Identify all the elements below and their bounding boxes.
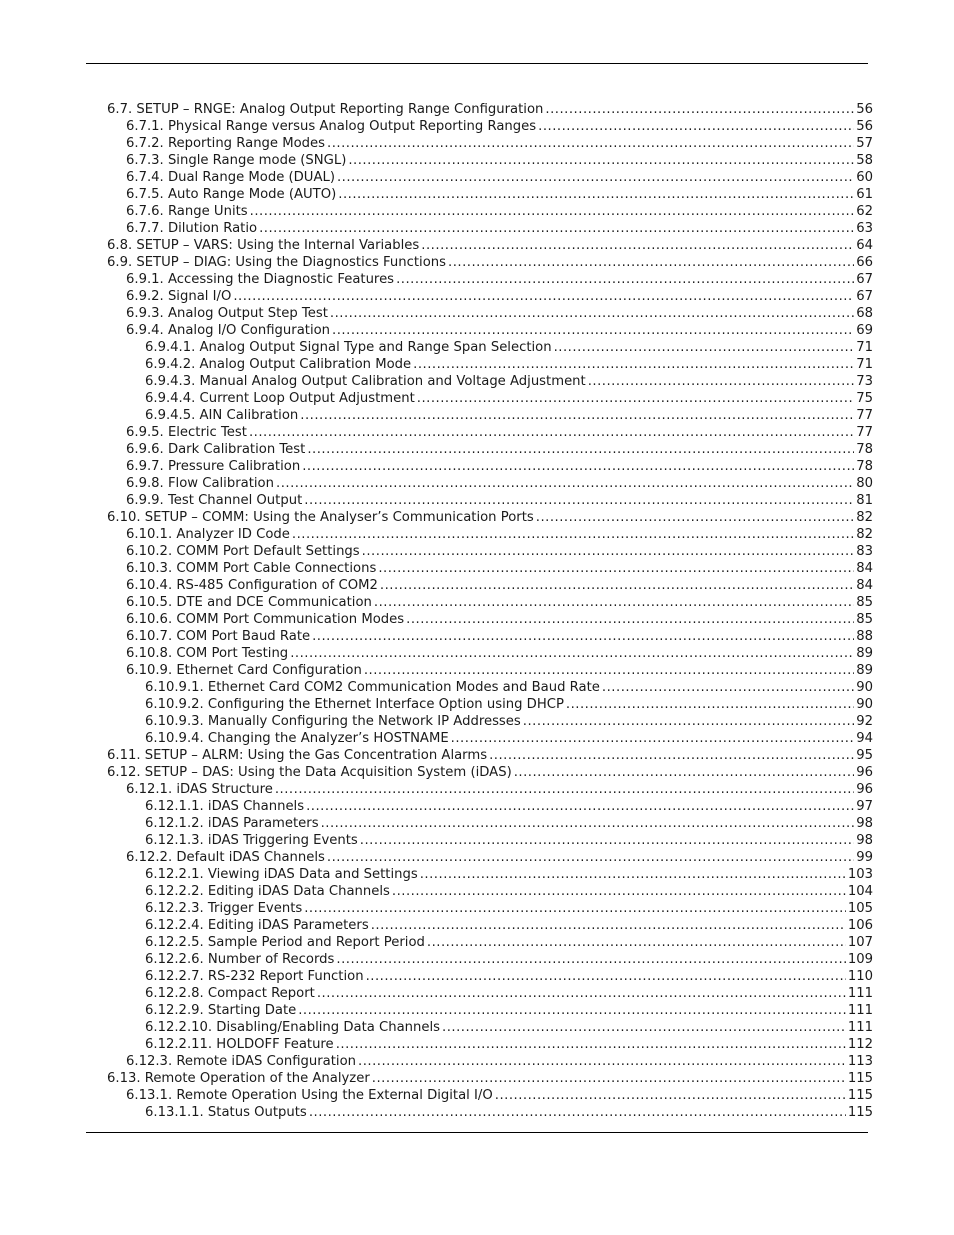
toc-dot-leader — [306, 798, 854, 815]
toc-entry-title: 6.13.1.1. Status Outputs — [145, 1105, 307, 1120]
toc-dot-leader — [514, 764, 855, 781]
toc-entry[interactable] — [0, 781, 873, 798]
toc-entry-title: 6.7. SETUP – RNGE: Analog Output Reporting Range Configuration — [107, 102, 544, 117]
toc-entry[interactable] — [0, 424, 873, 441]
toc-entry[interactable] — [0, 985, 873, 1002]
toc-entry-title: 6.10.5. DTE and DCE Communication — [126, 595, 372, 610]
toc-entry[interactable] — [0, 1019, 873, 1036]
toc-dot-leader — [259, 220, 854, 237]
toc-entry-title: 6.12.2.11. HOLDOFF Feature — [145, 1037, 334, 1052]
toc-entry-title: 6.12.2.5. Sample Period and Report Period — [145, 935, 425, 950]
toc-page-number: 84 — [856, 578, 873, 593]
toc-page-number: 64 — [856, 238, 873, 253]
toc-dot-leader — [545, 101, 854, 118]
toc-entry[interactable] — [0, 832, 873, 849]
toc-entry[interactable] — [0, 730, 873, 747]
toc-dot-leader — [233, 288, 854, 305]
toc-dot-leader — [495, 1087, 846, 1104]
toc-dot-leader — [489, 747, 854, 764]
toc-entry-title: 6.12.2.9. Starting Date — [145, 1003, 297, 1018]
toc-entry-title: 6.7.5. Auto Range Mode (AUTO) — [126, 187, 337, 202]
toc-entry-title: 6.10.9. Ethernet Card Configuration — [126, 663, 362, 678]
toc-dot-leader — [249, 424, 854, 441]
toc-page-number: 82 — [856, 510, 873, 525]
toc-dot-leader — [372, 1070, 846, 1087]
toc-page-number: 56 — [856, 119, 873, 134]
toc-dot-leader — [336, 1036, 846, 1053]
toc-entry[interactable] — [0, 543, 873, 560]
toc-entry[interactable] — [0, 1036, 873, 1053]
toc-dot-leader — [300, 407, 854, 424]
toc-dot-leader — [327, 849, 854, 866]
toc-entry[interactable] — [0, 866, 873, 883]
toc-page-number: 111 — [847, 1003, 873, 1018]
toc-entry-title: 6.7.6. Range Units — [126, 204, 248, 219]
toc-entry-title: 6.12.2.6. Number of Records — [145, 952, 335, 967]
toc-entry-title: 6.9. SETUP – DIAG: Using the Diagnostics Functions — [107, 255, 447, 270]
toc-dot-leader — [304, 900, 846, 917]
toc-entry[interactable] — [0, 951, 873, 968]
toc-entry[interactable] — [0, 900, 873, 917]
toc-page-number: 105 — [847, 901, 873, 916]
toc-page-number: 89 — [856, 663, 873, 678]
table-of-contents — [0, 101, 954, 1121]
toc-entry[interactable] — [0, 560, 873, 577]
toc-entry-title: 6.7.1. Physical Range versus Analog Output Reporting Ranges — [126, 119, 537, 134]
toc-dot-leader — [362, 543, 855, 560]
toc-dot-leader — [427, 934, 846, 951]
toc-dot-leader — [307, 441, 854, 458]
toc-entry[interactable] — [0, 237, 873, 254]
toc-entry[interactable] — [0, 1087, 873, 1104]
toc-page-number: 73 — [856, 374, 873, 389]
toc-entry[interactable] — [0, 458, 873, 475]
toc-dot-leader — [364, 662, 854, 679]
toc-entry-title: 6.9.7. Pressure Calibration — [126, 459, 301, 474]
toc-entry-title: 6.7.7. Dilution Ratio — [126, 221, 258, 236]
toc-dot-leader — [309, 1104, 846, 1121]
toc-entry[interactable] — [0, 152, 873, 169]
toc-page-number: 109 — [847, 952, 873, 967]
toc-entry[interactable] — [0, 526, 873, 543]
toc-dot-leader — [538, 118, 854, 135]
toc-entry[interactable] — [0, 934, 873, 951]
toc-dot-leader — [336, 951, 845, 968]
toc-dot-leader — [413, 356, 854, 373]
toc-entry-title: 6.9.4.4. Current Loop Output Adjustment — [145, 391, 415, 406]
toc-entry-title: 6.12.2.4. Editing iDAS Parameters — [145, 918, 369, 933]
toc-page-number: 56 — [856, 102, 873, 117]
toc-page-number: 95 — [856, 748, 873, 763]
toc-entry-title: 6.12. SETUP – DAS: Using the Data Acquisition System (iDAS) — [107, 765, 512, 780]
toc-page-number: 83 — [856, 544, 873, 559]
toc-page-number: 89 — [856, 646, 873, 661]
toc-page-number: 68 — [856, 306, 873, 321]
toc-entry-title: 6.11. SETUP – ALRM: Using the Gas Concentration Alarms — [107, 748, 488, 763]
toc-page-number: 90 — [856, 697, 873, 712]
toc-page-number: 106 — [847, 918, 873, 933]
toc-entry[interactable] — [0, 1002, 873, 1019]
toc-page-number: 85 — [856, 612, 873, 627]
toc-entry[interactable] — [0, 441, 873, 458]
toc-dot-leader — [420, 866, 846, 883]
toc-entry[interactable] — [0, 883, 873, 900]
toc-entry-title: 6.7.4. Dual Range Mode (DUAL) — [126, 170, 335, 185]
toc-dot-leader — [276, 475, 854, 492]
toc-entry-title: 6.8. SETUP – VARS: Using the Internal Variables — [107, 238, 420, 253]
toc-page-number: 111 — [847, 986, 873, 1001]
toc-entry[interactable] — [0, 288, 873, 305]
toc-page-number: 90 — [856, 680, 873, 695]
toc-dot-leader — [290, 645, 854, 662]
toc-entry-title: 6.9.4. Analog I/O Configuration — [126, 323, 331, 338]
toc-entry[interactable] — [0, 815, 873, 832]
toc-entry-title: 6.12.1. iDAS Structure — [126, 782, 273, 797]
toc-dot-leader — [298, 1002, 846, 1019]
toc-page-number: 66 — [856, 255, 873, 270]
toc-page-number: 104 — [847, 884, 873, 899]
toc-dot-leader — [536, 509, 854, 526]
toc-page-number: 80 — [856, 476, 873, 491]
toc-entry-title: 6.13.1. Remote Operation Using the External Digital I/O — [126, 1088, 493, 1103]
toc-entry-title: 6.12.2.10. Disabling/Enabling Data Channels — [145, 1020, 441, 1035]
toc-dot-leader — [588, 373, 855, 390]
toc-entry-title: 6.7.3. Single Range mode (SNGL) — [126, 153, 347, 168]
toc-entry-title: 6.10. SETUP – COMM: Using the Analyser’s Communication Ports — [107, 510, 534, 525]
toc-dot-leader — [396, 271, 854, 288]
toc-page-number: 84 — [856, 561, 873, 576]
toc-entry-title: 6.9.3. Analog Output Step Test — [126, 306, 328, 321]
toc-page-number: 111 — [847, 1020, 873, 1035]
toc-page-number: 71 — [856, 357, 873, 372]
toc-entry[interactable] — [0, 662, 873, 679]
toc-entry-title: 6.12.1.1. iDAS Channels — [145, 799, 305, 814]
toc-dot-leader — [348, 152, 854, 169]
toc-dot-leader — [417, 390, 854, 407]
toc-entry-title: 6.12.2.7. RS-232 Report Function — [145, 969, 364, 984]
toc-dot-leader — [380, 577, 854, 594]
toc-entry[interactable] — [0, 254, 873, 271]
toc-entry-title: 6.12.2.3. Trigger Events — [145, 901, 303, 916]
toc-entry[interactable] — [0, 322, 873, 339]
toc-entry[interactable] — [0, 747, 873, 764]
toc-entry[interactable] — [0, 135, 873, 152]
toc-entry[interactable] — [0, 220, 873, 237]
toc-entry-title: 6.9.5. Electric Test — [126, 425, 247, 440]
toc-page-number: 85 — [856, 595, 873, 610]
toc-page-number: 57 — [856, 136, 873, 151]
toc-entry-title: 6.12.3. Remote iDAS Configuration — [126, 1054, 357, 1069]
toc-dot-leader — [250, 203, 855, 220]
toc-entry[interactable] — [0, 713, 873, 730]
toc-dot-leader — [275, 781, 854, 798]
toc-page-number: 110 — [847, 969, 873, 984]
header-rule — [86, 63, 868, 64]
toc-dot-leader — [317, 985, 846, 1002]
toc-entry-title: 6.12.2.8. Compact Report — [145, 986, 315, 1001]
toc-dot-leader — [321, 815, 855, 832]
toc-page-number: 82 — [856, 527, 873, 542]
toc-page-number: 113 — [847, 1054, 873, 1069]
toc-entry-title: 6.9.4.5. AIN Calibration — [145, 408, 299, 423]
toc-dot-leader — [327, 135, 854, 152]
toc-page-number: 92 — [856, 714, 873, 729]
toc-page-number: 61 — [856, 187, 873, 202]
toc-page-number: 63 — [856, 221, 873, 236]
toc-entry[interactable] — [0, 169, 873, 186]
toc-entry-title: 6.12.1.2. iDAS Parameters — [145, 816, 319, 831]
toc-dot-leader — [374, 594, 854, 611]
toc-dot-leader — [338, 186, 854, 203]
toc-entry[interactable] — [0, 186, 873, 203]
toc-entry[interactable] — [0, 611, 873, 628]
toc-entry-title: 6.12.2. Default iDAS Channels — [126, 850, 325, 865]
toc-page-number: 78 — [856, 459, 873, 474]
toc-entry[interactable] — [0, 968, 873, 985]
toc-entry[interactable] — [0, 1070, 873, 1087]
toc-page-number: 107 — [847, 935, 873, 950]
toc-entry[interactable] — [0, 679, 873, 696]
toc-entry[interactable] — [0, 696, 873, 713]
toc-entry[interactable] — [0, 594, 873, 611]
toc-entry[interactable] — [0, 203, 873, 220]
toc-page-number: 71 — [856, 340, 873, 355]
toc-dot-leader — [304, 492, 854, 509]
toc-page-number: 115 — [847, 1088, 873, 1103]
toc-page-number: 62 — [856, 204, 873, 219]
toc-page-number: 97 — [856, 799, 873, 814]
toc-dot-leader — [358, 1053, 846, 1070]
toc-dot-leader — [371, 917, 846, 934]
toc-dot-leader — [332, 322, 854, 339]
toc-entry[interactable] — [0, 101, 873, 118]
toc-entry[interactable] — [0, 305, 873, 322]
toc-entry-title: 6.10.9.3. Manually Configuring the Network IP Addresses — [145, 714, 521, 729]
toc-entry-title: 6.9.4.1. Analog Output Signal Type and Range Span Selection — [145, 340, 552, 355]
toc-page-number: 103 — [847, 867, 873, 882]
toc-page-number: 75 — [856, 391, 873, 406]
toc-dot-leader — [360, 832, 854, 849]
toc-page-number: 67 — [856, 272, 873, 287]
toc-page-number: 58 — [856, 153, 873, 168]
toc-page-number: 112 — [847, 1037, 873, 1052]
toc-entry-title: 6.10.3. COMM Port Cable Connections — [126, 561, 377, 576]
toc-entry-title: 6.9.4.3. Manual Analog Output Calibration and Voltage Adjustment — [145, 374, 586, 389]
toc-dot-leader — [392, 883, 846, 900]
toc-page-number: 96 — [856, 765, 873, 780]
toc-page-number: 81 — [856, 493, 873, 508]
toc-entry[interactable] — [0, 577, 873, 594]
toc-dot-leader — [602, 679, 854, 696]
toc-dot-leader — [554, 339, 855, 356]
toc-entry-title: 6.10.7. COM Port Baud Rate — [126, 629, 311, 644]
toc-entry-title: 6.12.1.3. iDAS Triggering Events — [145, 833, 358, 848]
toc-dot-leader — [292, 526, 854, 543]
toc-entry-title: 6.9.2. Signal I/O — [126, 289, 232, 304]
toc-entry-title: 6.12.2.2. Editing iDAS Data Channels — [145, 884, 390, 899]
toc-entry-title: 6.12.2.1. Viewing iDAS Data and Settings — [145, 867, 418, 882]
toc-page-number: 98 — [856, 833, 873, 848]
toc-entry[interactable] — [0, 798, 873, 815]
toc-dot-leader — [366, 968, 846, 985]
toc-entry-title: 6.9.1. Accessing the Diagnostic Features — [126, 272, 395, 287]
toc-dot-leader — [337, 169, 854, 186]
toc-entry[interactable] — [0, 271, 873, 288]
toc-entry-title: 6.9.8. Flow Calibration — [126, 476, 274, 491]
toc-page-number: 96 — [856, 782, 873, 797]
toc-entry-title: 6.10.9.2. Configuring the Ethernet Interface Option using DHCP — [145, 697, 564, 712]
toc-page-number: 77 — [856, 425, 873, 440]
toc-entry[interactable] — [0, 628, 873, 645]
toc-page-number: 98 — [856, 816, 873, 831]
toc-page-number: 77 — [856, 408, 873, 423]
toc-entry-title: 6.13. Remote Operation of the Analyzer — [107, 1071, 370, 1086]
toc-entry[interactable] — [0, 118, 873, 135]
toc-entry[interactable] — [0, 492, 873, 509]
toc-entry[interactable] — [0, 645, 873, 662]
toc-entry[interactable] — [0, 764, 873, 781]
toc-entry-title: 6.10.2. COMM Port Default Settings — [126, 544, 360, 559]
toc-entry-title: 6.10.9.4. Changing the Analyzer’s HOSTNAME — [145, 731, 449, 746]
toc-dot-leader — [442, 1019, 846, 1036]
toc-entry[interactable] — [0, 509, 873, 526]
toc-dot-leader — [406, 611, 854, 628]
footer-rule — [86, 1132, 868, 1133]
toc-page-number: 67 — [856, 289, 873, 304]
toc-dot-leader — [378, 560, 854, 577]
toc-dot-leader — [523, 713, 854, 730]
toc-entry[interactable] — [0, 1053, 873, 1070]
toc-entry-title: 6.10.8. COM Port Testing — [126, 646, 289, 661]
toc-page-number: 99 — [856, 850, 873, 865]
toc-dot-leader — [451, 730, 855, 747]
toc-entry[interactable] — [0, 849, 873, 866]
toc-entry[interactable] — [0, 1104, 873, 1121]
toc-entry[interactable] — [0, 339, 873, 356]
toc-page-number: 78 — [856, 442, 873, 457]
toc-dot-leader — [448, 254, 854, 271]
toc-entry-title: 6.10.4. RS-485 Configuration of COM2 — [126, 578, 378, 593]
toc-entry-title: 6.10.1. Analyzer ID Code — [126, 527, 290, 542]
toc-page-number: 115 — [847, 1105, 873, 1120]
toc-entry-title: 6.10.6. COMM Port Communication Modes — [126, 612, 405, 627]
toc-page-number: 94 — [856, 731, 873, 746]
toc-entry-title: 6.10.9.1. Ethernet Card COM2 Communication Modes and Baud Rate — [145, 680, 600, 695]
toc-entry[interactable] — [0, 475, 873, 492]
toc-page-number: 88 — [856, 629, 873, 644]
toc-entry[interactable] — [0, 373, 873, 390]
toc-page-number: 115 — [847, 1071, 873, 1086]
toc-page-number: 60 — [856, 170, 873, 185]
toc-dot-leader — [330, 305, 854, 322]
toc-dot-leader — [566, 696, 854, 713]
toc-entry[interactable] — [0, 356, 873, 373]
toc-dot-leader — [302, 458, 854, 475]
toc-page-number: 69 — [856, 323, 873, 338]
toc-entry-title: 6.9.9. Test Channel Output — [126, 493, 303, 508]
toc-dot-leader — [421, 237, 854, 254]
toc-entry-title: 6.9.4.2. Analog Output Calibration Mode — [145, 357, 412, 372]
toc-entry[interactable] — [0, 917, 873, 934]
toc-entry[interactable] — [0, 407, 873, 424]
toc-entry-title: 6.7.2. Reporting Range Modes — [126, 136, 326, 151]
toc-entry-title: 6.9.6. Dark Calibration Test — [126, 442, 306, 457]
toc-dot-leader — [312, 628, 854, 645]
toc-entry[interactable] — [0, 390, 873, 407]
